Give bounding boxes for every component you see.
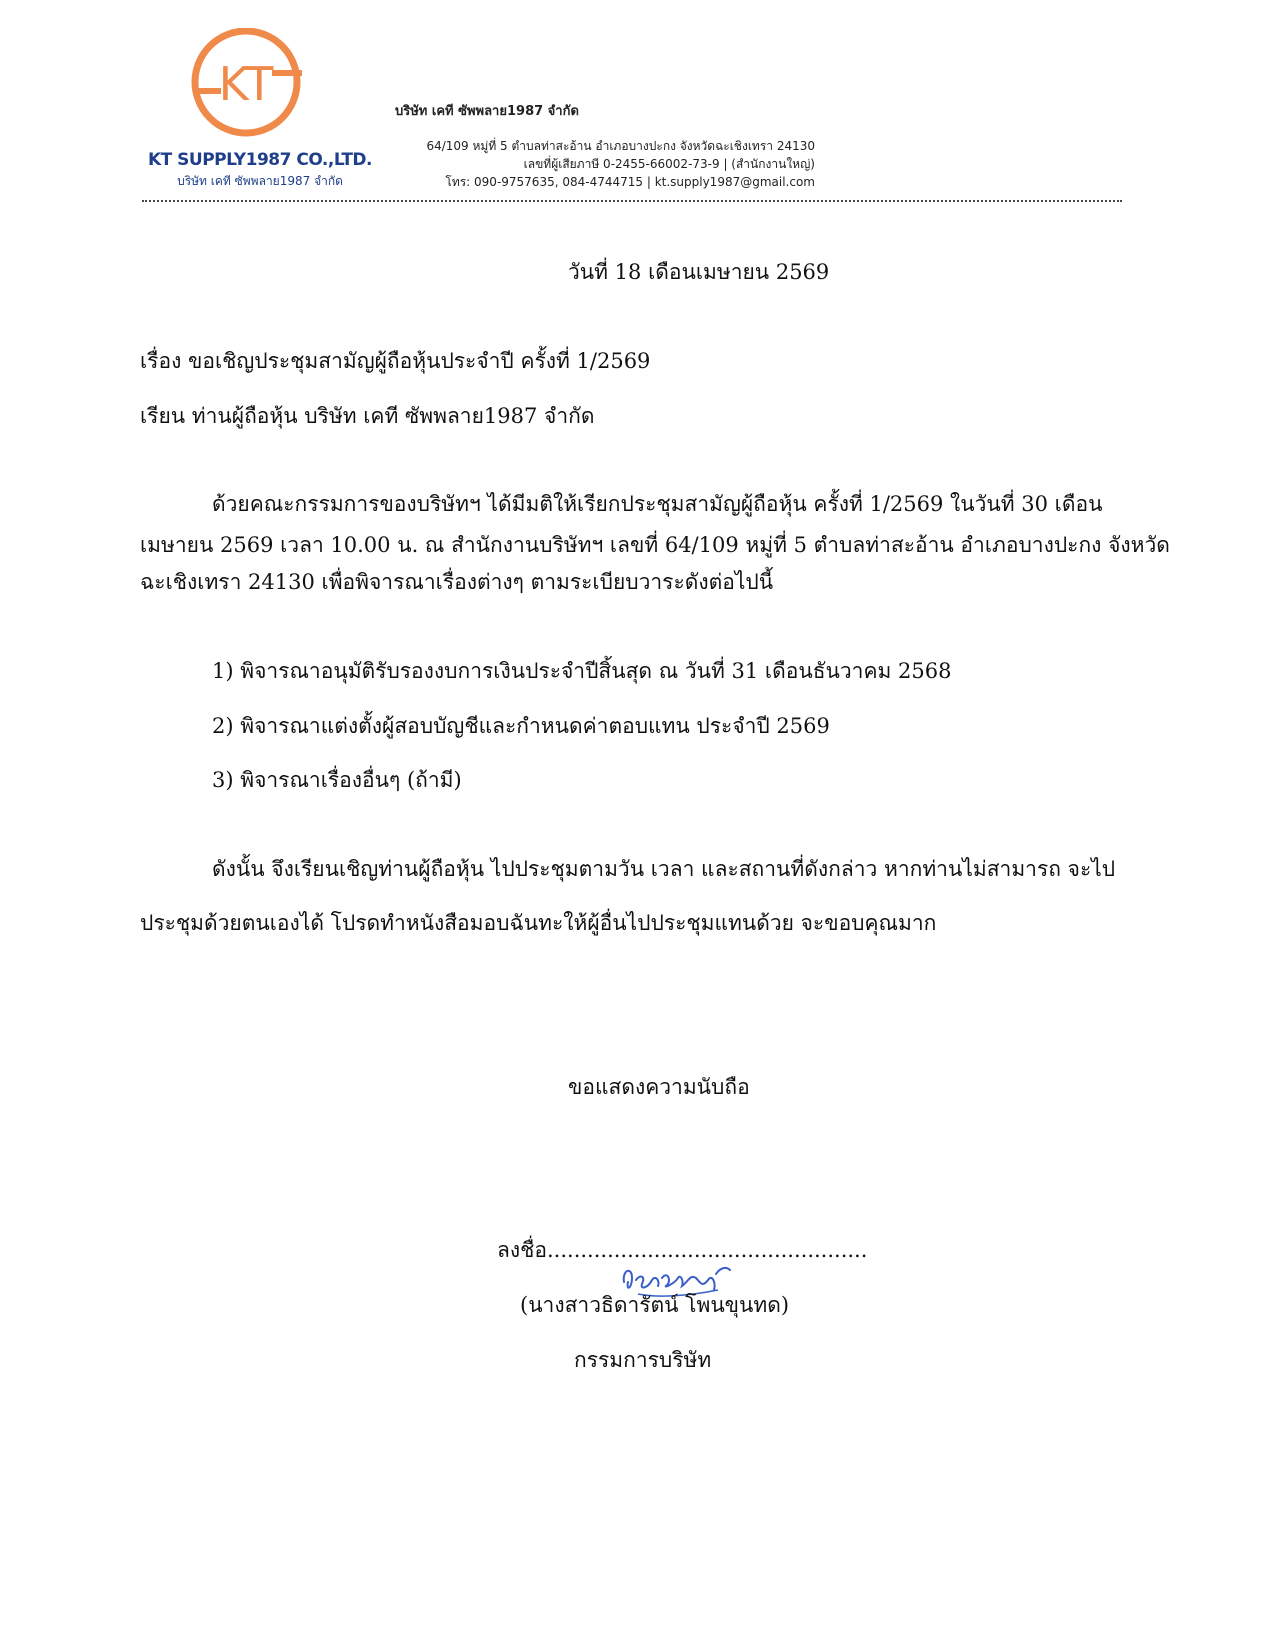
closing-line: ดังนั้น จึงเรียนเชิญท่านผู้ถือหุ้น ไปประชุมตามวัน เวลา และสถานที่ดังกล่าว หากท่านไม่สามารถ จะไป bbox=[212, 857, 1116, 881]
body-line: ฉะเชิงเทรา 24130 เพื่อพิจารณาเรื่องต่างๆ ตามระเบียบวาระดังต่อไปนี้ bbox=[140, 570, 774, 594]
regards: ขอแสดงความนับถือ bbox=[568, 1075, 750, 1099]
signer-name: (นางสาวธิดารัตน์ โพนขุนทด) bbox=[520, 1293, 790, 1317]
company-name-th-logo: บริษัท เคที ซัพพลาย1987 จำกัด bbox=[177, 174, 343, 188]
company-name-th: บริษัท เคที ซัพพลาย1987 จำกัด bbox=[395, 104, 579, 119]
letter-date: วันที่ 18 เดือนเมษายน 2569 bbox=[568, 260, 830, 284]
letter-recipient: เรียน ท่านผู้ถือหุ้น บริษัท เคที ซัพพลาย1987 จำกัด bbox=[140, 404, 595, 428]
agenda-item: 1) พิจารณาอนุมัติรับรองงบการเงินประจำปีสิ้นสุด ณ วันที่ 31 เดือนธันวาคม 2568 bbox=[212, 659, 952, 683]
header-divider bbox=[142, 200, 1122, 202]
signer-position: กรรมการบริษัท bbox=[574, 1348, 712, 1372]
body-line: ด้วยคณะกรรมการของบริษัทฯ ได้มีมติให้เรียกประชุมสามัญผู้ถือหุ้น ครั้งที่ 1/2569 ในวันที่ 30 เดือน bbox=[212, 492, 1103, 516]
company-name-en: KT SUPPLY1987 CO.,LTD. bbox=[147, 150, 373, 170]
company-tax-id: เลขที่ผู้เสียภาษี 0-2455-66002-73-9 | (สำนักงานใหญ่) bbox=[523, 157, 815, 171]
agenda-item: 3) พิจารณาเรื่องอื่นๆ (ถ้ามี) bbox=[212, 768, 462, 792]
letter-subject: เรื่อง ขอเชิญประชุมสามัญผู้ถือหุ้นประจำปี ครั้งที่ 1/2569 bbox=[140, 349, 651, 373]
agenda-item: 2) พิจารณาแต่งตั้งผู้สอบบัญชีและกำหนดค่าตอบแทน ประจำปี 2569 bbox=[212, 714, 830, 738]
closing-line: ประชุมด้วยตนเองได้ โปรดทำหนังสือมอบฉันทะให้ผู้อื่นไปประชุมแทนด้วย จะขอบคุณมาก bbox=[140, 911, 937, 935]
company-info bbox=[395, 100, 815, 191]
body-line: เมษายน 2569 เวลา 10.00 น. ณ สำนักงานบริษัทฯ เลขที่ 64/109 หมู่ที่ 5 ตำบลท่าสะอ้าน อำเภอบางปะกง จังหวัด bbox=[140, 533, 1170, 557]
company-contact: โทร: 090-9757635, 084-4744715 | kt.supply1987@gmail.com bbox=[445, 175, 815, 189]
sign-line: ลงชื่อ................................................ bbox=[497, 1238, 868, 1262]
company-address: 64/109 หมู่ที่ 5 ตำบลท่าสะอ้าน อำเภอบางปะกง จังหวัดฉะเชิงเทรา 24130 bbox=[426, 139, 815, 153]
logo-text: KT bbox=[218, 57, 274, 111]
